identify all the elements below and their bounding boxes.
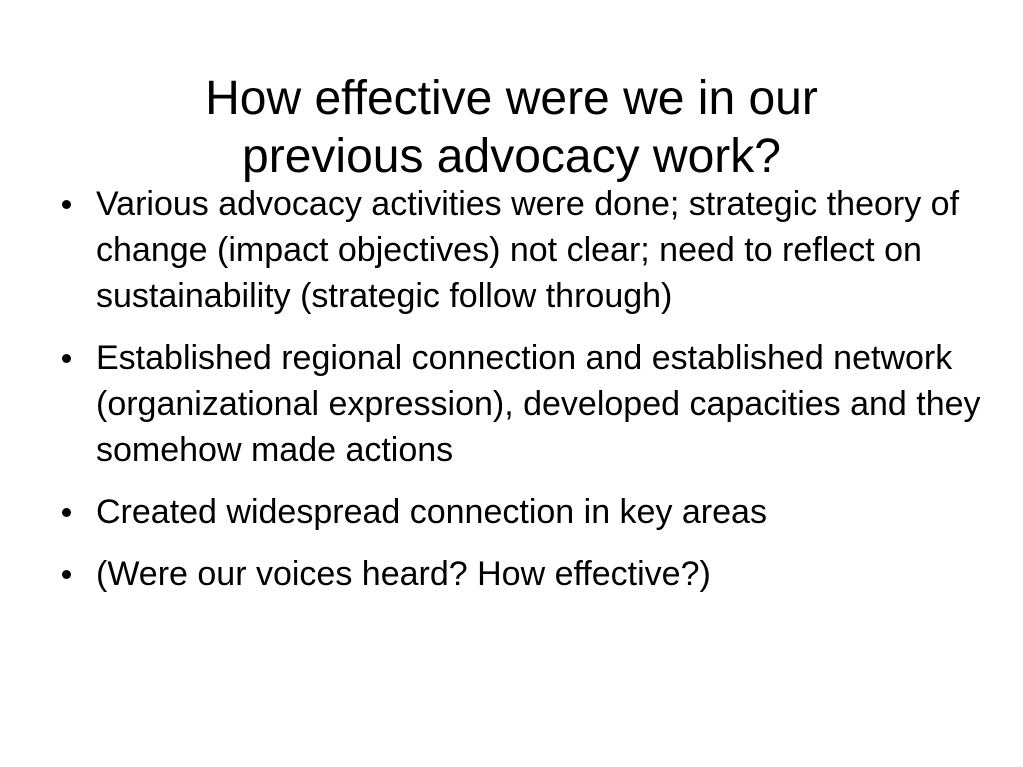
bullet-item — [58, 551, 988, 597]
bullet-item — [58, 335, 988, 473]
bullet-text: Created widespread connection in key areas — [96, 493, 767, 531]
slide-title-line: How effective were we in our — [205, 72, 818, 126]
bullet-text: (Were our voices heard? How effective?) — [96, 555, 711, 593]
bullet-item — [58, 181, 988, 319]
bullet-text: Established regional connection and established network (organizational expression), developed capacities and they somehow made actions — [96, 339, 981, 469]
bullet-item — [58, 489, 988, 535]
bullet-text: Various advocacy activities were done; strategic theory of change (impact objectives) not clear; need to reflect on sustainability (strategic follow through) — [96, 185, 960, 315]
slide-title-line: previous advocacy work? — [242, 130, 781, 184]
bullet-list — [58, 181, 988, 613]
bullet-dot-icon — [62, 508, 71, 517]
slide-title — [0, 70, 1023, 186]
bullet-dot-icon — [62, 200, 71, 209]
bullet-dot-icon — [62, 354, 71, 363]
bullet-dot-icon — [62, 570, 71, 579]
